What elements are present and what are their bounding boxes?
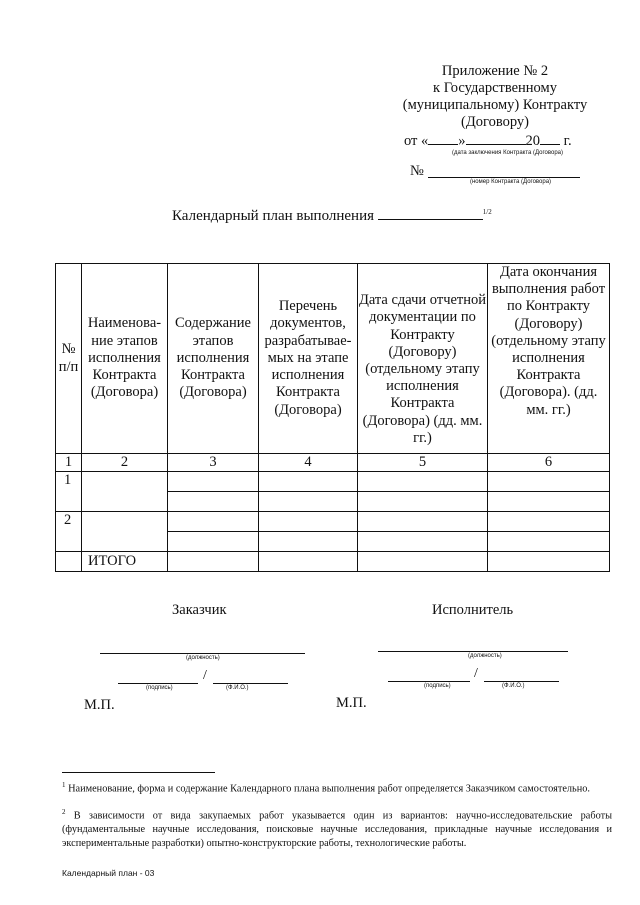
contractor-position-line: [378, 651, 568, 652]
contractor-label: Исполнитель: [432, 602, 514, 618]
date-caption: (дата заключения Контракта (Договора): [452, 150, 564, 156]
header-stage-name: Наименова-ние этапов исполнения Контракта (Договора): [82, 264, 168, 454]
contractor-slash: /: [474, 666, 478, 681]
customer-signature-caption: (подпись): [146, 685, 173, 691]
customer-signature-line: [118, 683, 198, 684]
cell: [168, 552, 259, 572]
cell: [259, 472, 358, 492]
footnote-2-text: В зависимости от вида закупаемых работ указывается один из вариантов: научно-исследовательские работы (фундаментальные научные исследования, поисковые научные исследования, прикладные научные исследования и экспериментальные разработки) опытно-конструкторские работы, технологические работы.: [62, 810, 613, 849]
footnote-1: [62, 779, 612, 796]
header-report-date: Дата сдачи отчетной документации по Контракту (Договору) (отдельному этапу исполнения Контракта (Договора) (дд. мм. гг.): [358, 264, 488, 454]
cell: [259, 552, 358, 572]
row-2-number: 2: [56, 512, 82, 552]
footnote-separator: [62, 772, 215, 773]
contractor-signature-caption: (подпись): [424, 683, 451, 689]
plan-title-text: Календарный план выполнения: [172, 208, 375, 224]
cell: [358, 552, 488, 572]
contractor-fio-caption: (Ф.И.О.): [502, 683, 525, 689]
contractor-signature-line: [388, 681, 470, 682]
cell: [358, 492, 488, 512]
cell: [56, 552, 82, 572]
colnum-5: 5: [358, 454, 488, 472]
footnote-1-text: Наименование, форма и содержание Календарного плана выполнения работ определяется Заказчиком самостоятельно.: [68, 783, 590, 795]
appendix-line-2: к Государственному: [433, 80, 557, 96]
colnum-3: 3: [168, 454, 259, 472]
cell: [358, 512, 488, 532]
customer-label: Заказчик: [172, 602, 227, 618]
cell: [488, 492, 610, 512]
date-line: [404, 133, 572, 150]
contract-number-caption: (номер Контракта (Договора): [470, 179, 552, 185]
cell: [259, 512, 358, 532]
customer-position-caption: (должность): [186, 655, 220, 661]
customer-fio-line: [213, 683, 288, 684]
row-1-number: 1: [56, 472, 82, 512]
row-1-stage: [82, 472, 168, 512]
header-num: № п/п: [56, 264, 82, 454]
colnum-2: 2: [82, 454, 168, 472]
cell: [168, 512, 259, 532]
footnote-1-mark: 1: [62, 781, 66, 789]
footnote-2-mark: 2: [62, 808, 66, 816]
customer-stamp: М.П.: [84, 697, 115, 713]
page-footer: Календарный план - 03: [62, 868, 155, 878]
cell: [488, 512, 610, 532]
footnote-2: [62, 806, 612, 850]
appendix-line-3: (муниципальному) Контракту: [402, 97, 588, 113]
colnum-1: 1: [56, 454, 82, 472]
cell: [259, 532, 358, 552]
appendix-header: [380, 63, 610, 131]
cell: [488, 532, 610, 552]
row-2-stage: [82, 512, 168, 552]
calendar-plan-table: [55, 263, 610, 572]
cell: [488, 472, 610, 492]
contract-number-prefix: №: [410, 163, 424, 179]
header-stage-content: Содержание этапов исполнения Контракта (Договора): [168, 264, 259, 454]
column-number-row: [56, 454, 610, 472]
plan-title: [172, 208, 492, 225]
date-year: 20: [525, 133, 541, 149]
date-prefix: от «: [404, 133, 429, 149]
cell: [168, 472, 259, 492]
customer-slash: /: [203, 668, 207, 683]
contract-number-line: [428, 177, 580, 178]
customer-fio-caption: (Ф.И.О.): [226, 685, 249, 691]
total-row: [56, 552, 610, 572]
contractor-position-caption: (должность): [468, 653, 502, 659]
appendix-line-4: (Договору): [461, 114, 529, 130]
cell: [168, 532, 259, 552]
appendix-number: Приложение № 2: [441, 63, 549, 79]
contractor-stamp: М.П.: [336, 695, 367, 711]
title-footnote-marks: 1/2: [482, 208, 492, 216]
cell: [488, 552, 610, 572]
contractor-fio-line: [484, 681, 559, 682]
colnum-4: 4: [259, 454, 358, 472]
table-header-row: [56, 264, 610, 454]
colnum-6: 6: [488, 454, 610, 472]
customer-position-line: [100, 653, 305, 654]
date-suffix: г.: [563, 133, 572, 149]
cell: [358, 532, 488, 552]
header-documents: Перечень документов, разрабатывае-мых на этапе исполнения Контракта (Договора): [259, 264, 358, 454]
cell: [168, 492, 259, 512]
table-row: [56, 512, 610, 532]
table-row: [56, 472, 610, 492]
header-end-date: Дата окончания выполнения работ по Контракту (Договору) (отдельному этапу исполнения Контракта (Договора). (дд. мм. гг.): [488, 264, 610, 454]
cell: [259, 492, 358, 512]
total-label: ИТОГО: [82, 552, 168, 572]
date-mid: »: [458, 133, 466, 149]
cell: [358, 472, 488, 492]
